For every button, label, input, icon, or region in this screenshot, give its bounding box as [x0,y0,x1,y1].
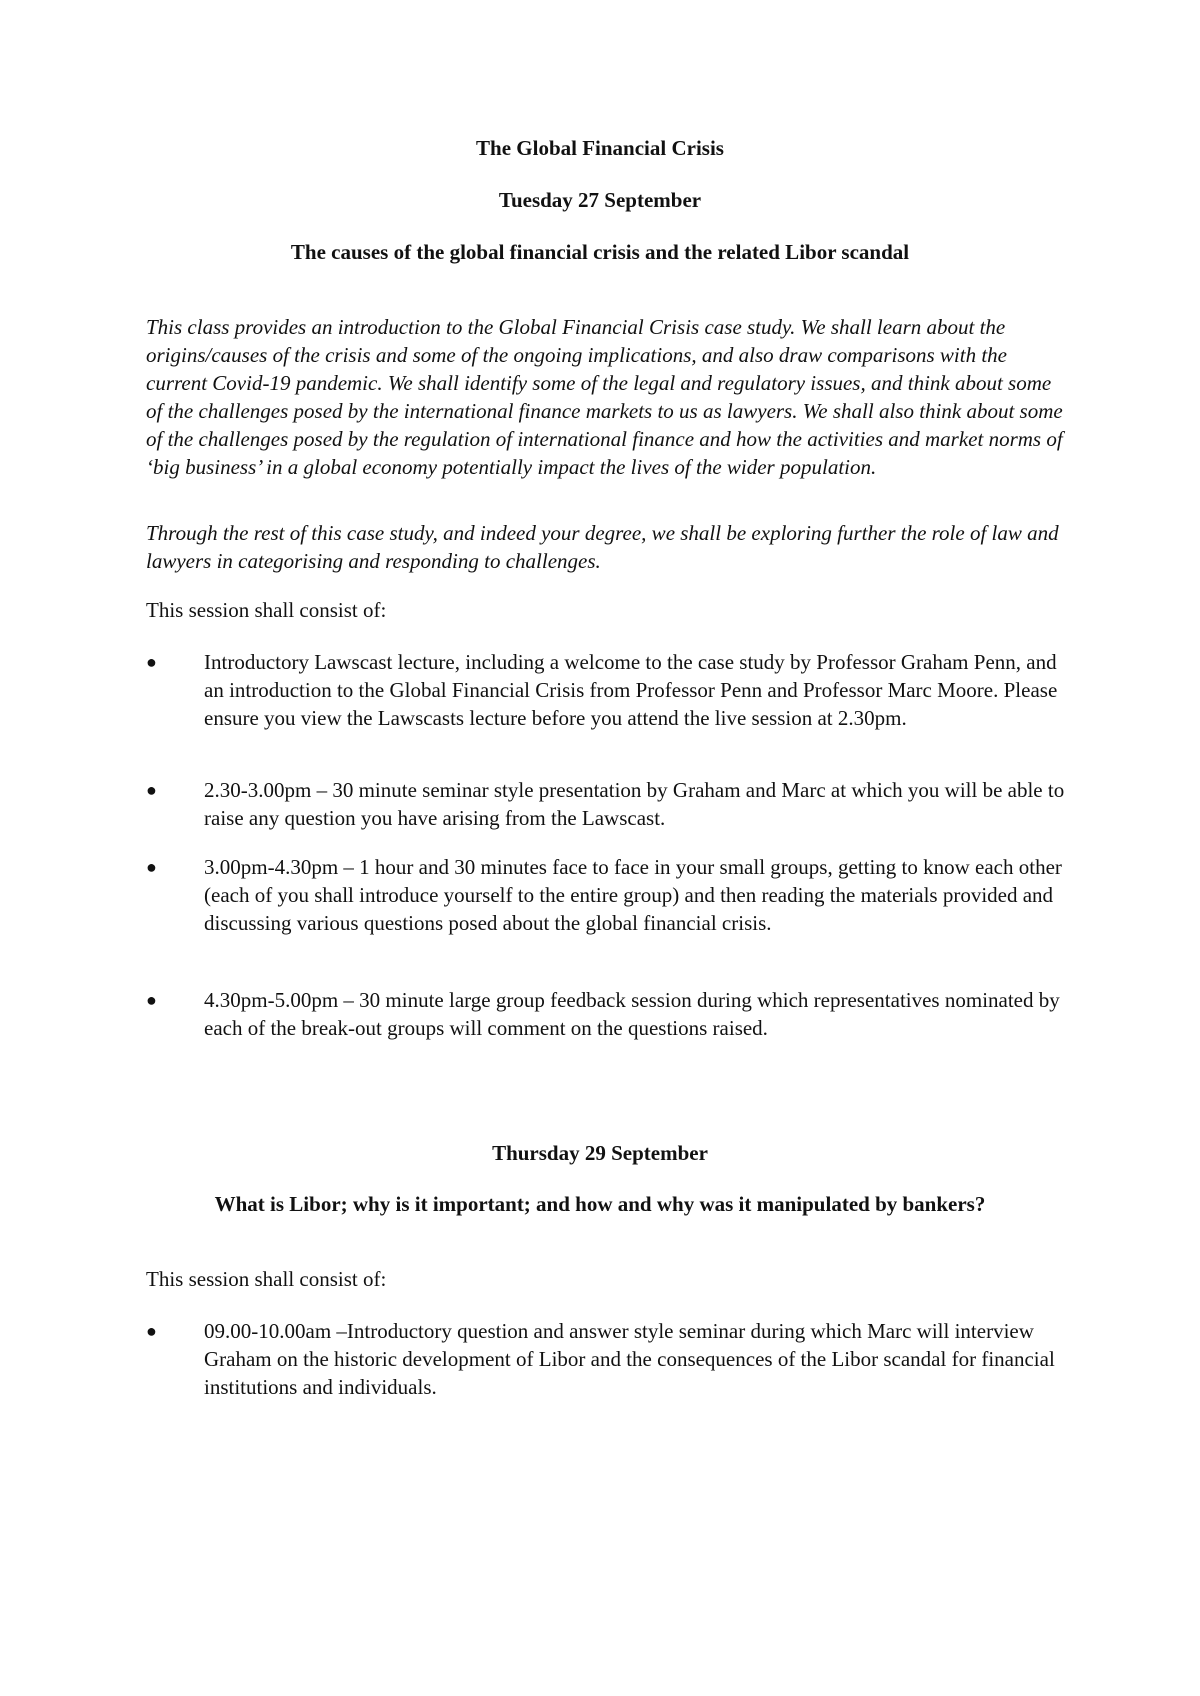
session1-intro-paragraph-2: Through the rest of this case study, and indeed your degree, we shall be exploring further the role of law and lawyers in categorising and responding to challenges. [146,521,1059,573]
session2-date: Thursday 29 September [492,1141,708,1165]
document-title: The Global Financial Crisis [476,136,724,160]
bullet-icon: ● [146,780,157,800]
session2-heading: What is Libor; why is it important; and how and why was it manipulated by bankers? [214,1192,986,1216]
session1-heading: The causes of the global financial crisis and the related Libor scandal [290,240,910,264]
bullet-text: Introductory Lawscast lecture, including a welcome to the case study by Professor Graham Penn, and an introduction to the Global Financial Crisis from Professor Penn and Professor Marc Moore. Please ensure you view the Lawscasts lecture before you attend the live session at 2.30pm. [204,650,1058,730]
bullet-text: 09.00-10.00am –Introductory question and answer style seminar during which Marc will interview Graham on the historic development of Libor and the consequences of the Libor scandal for financial institutions and individuals. [204,1319,1055,1399]
bullet-icon: ● [146,990,157,1010]
session1-consist-label: This session shall consist of: [146,598,387,622]
bullet-text: 4.30pm-5.00pm – 30 minute large group feedback session during which representatives nominated by each of the break-out groups will comment on the questions raised. [204,988,1060,1040]
bullet-icon: ● [146,1321,157,1341]
session1-date: Tuesday 27 September [498,188,702,212]
bullet-text: 2.30-3.00pm – 30 minute seminar style presentation by Graham and Marc at which you will be able to raise any question you have arising from the Lawscast. [204,778,1065,830]
session2-consist-label: This session shall consist of: [146,1267,387,1291]
session1-intro-paragraph: This class provides an introduction to the Global Financial Crisis case study. We shall learn about the origins/causes of the crisis and some of the ongoing implications, and also draw comparisons with the current Covid-19 pandemic. We shall identify some of the legal and regulatory issues, and think about some of the challenges posed by the international finance markets to us as lawyers. We shall also think about some of the challenges posed by the regulation of international finance and how the activities and market norms of ‘big business’ in a global economy potentially impact the lives of the wider population. [146,315,1063,479]
bullet-text: 3.00pm-4.30pm – 1 hour and 30 minutes face to face in your small groups, getting to know each other (each of you shall introduce yourself to the entire group) and then reading the materials provided and discussing various questions posed about the global financial crisis. [204,855,1062,935]
bullet-icon: ● [146,857,157,877]
bullet-icon: ● [146,652,157,672]
